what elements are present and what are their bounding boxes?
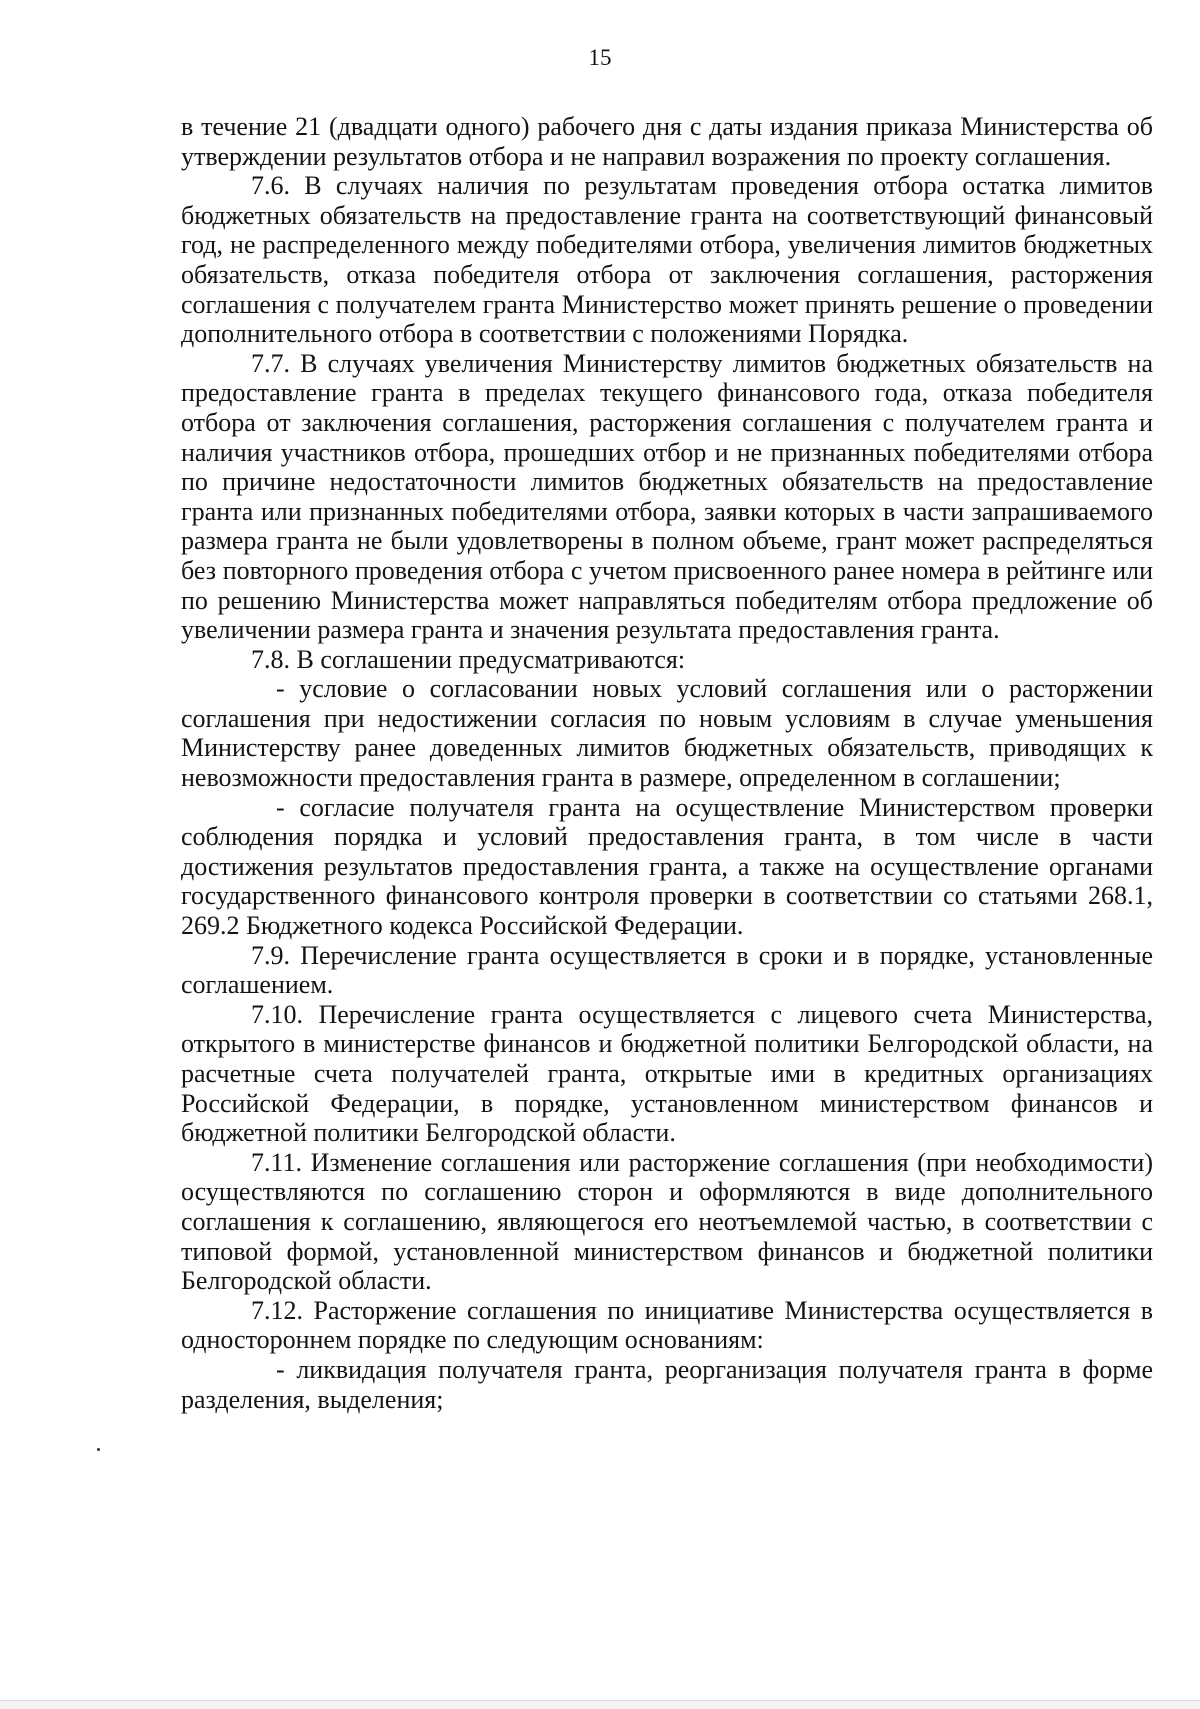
list-item-recipient-consent: - согласие получателя гранта на осуществление Министерством проверки соблюдения порядка и условий предоставления гранта, в том числе в части достижения результатов предоставления гранта, а также на осуществление органами государственного финансового контроля проверки в соответствии со статьями 268.1, 269.2 Бюджетного кодекса Российской Федерации. — [181, 792, 1153, 941]
page-number: 15 — [588, 45, 612, 70]
document-body — [181, 112, 1153, 1414]
list-item-liquidation: - ликвидация получателя гранта, реорганизация получателя гранта в форме разделения, выделения; — [181, 1354, 1153, 1414]
scan-speck — [97, 1448, 100, 1451]
paragraph-7-12: 7.12. Расторжение соглашения по инициативе Министерства осуществляется в одностороннем порядке по следующим основаниям: — [181, 1295, 1153, 1355]
paragraph-7-7: 7.7. В случаях увеличения Министерству лимитов бюджетных обязательств на предоставление гранта в пределах текущего финансового года, отказа победителя отбора от заключения соглашения, расторжения соглашения с получателем гранта и наличия участников отбора, прошедших отбор и не признанных победителями отбора по причине недостаточности лимитов бюджетных обязательств на предоставление гранта или признанных победителями отбора, заявки которых в части запрашиваемого размера гранта не были удовлетворены в полном объеме, грант может распределяться без повторного проведения отбора с учетом присвоенного ранее номера в рейтинге или по решению Министерства может направляться победителям отбора предложение об увеличении размера гранта и значения результата предоставления гранта. — [181, 348, 1153, 645]
list-item-agreement-conditions: - условие о согласовании новых условий соглашения или о расторжении соглашения при недостижении согласия по новым условиям в случае уменьшения Министерству ранее доведенных лимитов бюджетных обязательств, приводящих к невозможности предоставления гранта в размере, определенном в соглашении; — [181, 674, 1153, 793]
paragraph-7-6: 7.6. В случаях наличия по результатам проведения отбора остатка лимитов бюджетных обязательств на предоставление гранта на соответствующий финансовый год, не распределенного между победителями отбора, увеличения лимитов бюджетных обязательств, отказа победителя отбора от заключения соглашения, расторжения соглашения с получателем гранта Министерство может принять решение о проведении дополнительного отбора в соответствии с положениями Порядка. — [181, 171, 1153, 349]
paragraph-7-9: 7.9. Перечисление гранта осуществляется в сроки и в порядке, установленные соглашением. — [181, 940, 1153, 1000]
paragraph-7-8: 7.8. В соглашении предусматриваются: — [251, 644, 686, 674]
paragraph-continuation: в течение 21 (двадцати одного) рабочего дня с даты издания приказа Министерства об утверждении результатов отбора и не направил возражения по проекту соглашения. — [181, 112, 1153, 171]
paragraph-7-10: 7.10. Перечисление гранта осуществляется с лицевого счета Министерства, открытого в министерстве финансов и бюджетной политики Белгородской области, на расчетные счета получателей гранта, открытые ими в кредитных организациях Российской Федерации, в порядке, установленном министерством финансов и бюджетной политики Белгородской области. — [181, 999, 1153, 1148]
paragraph-7-11: 7.11. Изменение соглашения или расторжение соглашения (при необходимости) осуществляются по соглашению сторон и оформляются в виде дополнительного соглашения к соглашению, являющегося его неотъемлемой частью, в соответствии с типовой формой, установленной министерством финансов и бюджетной политики Белгородской области. — [181, 1147, 1153, 1296]
scan-edge — [0, 1700, 1200, 1709]
